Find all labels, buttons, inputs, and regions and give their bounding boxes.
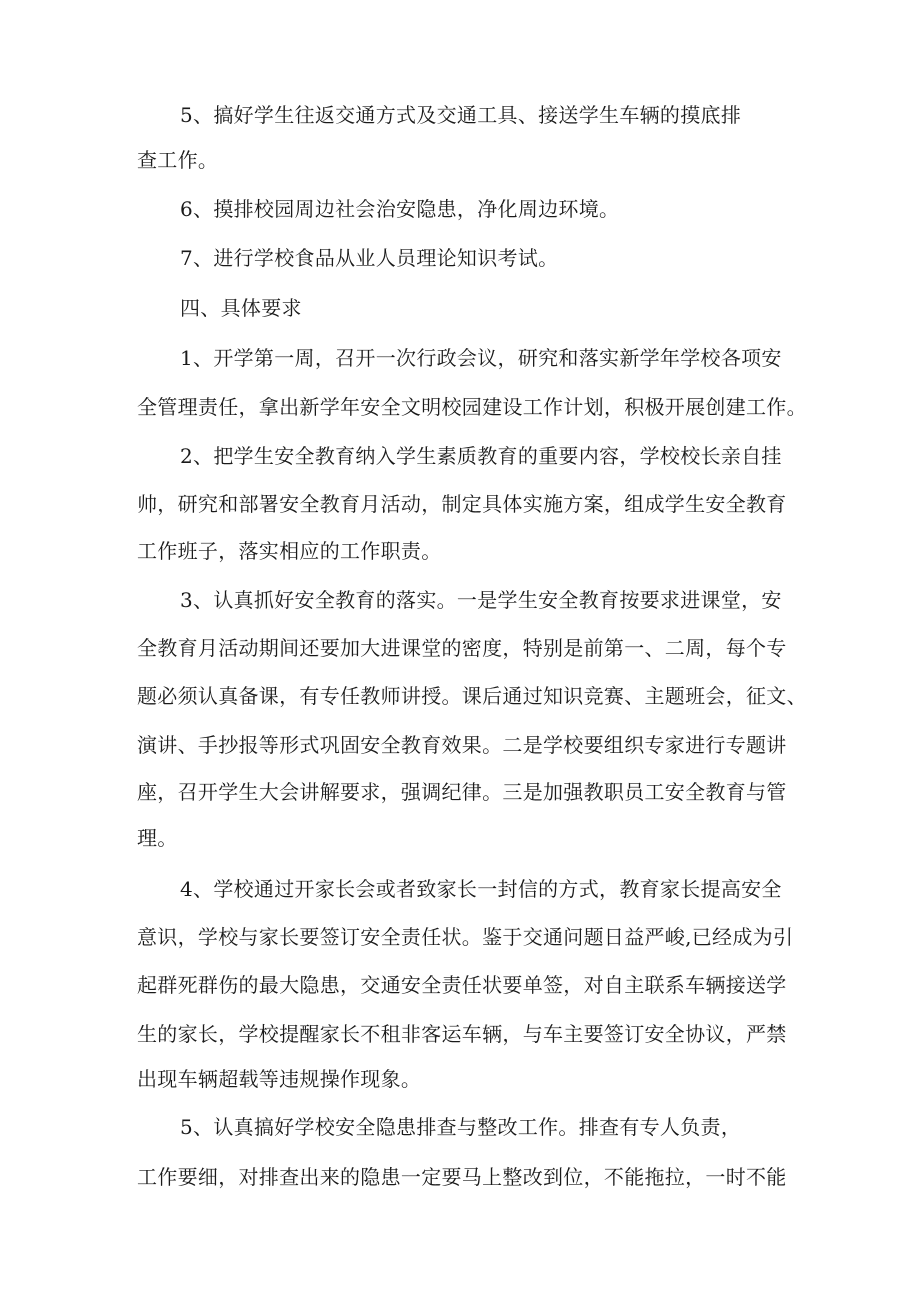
section-heading: 四、具体要求 xyxy=(180,296,302,320)
text-line: 3、认真抓好安全教育的落实。一是学生安全教育按要求进课堂，安 xyxy=(180,588,782,612)
text-line: 7、进行学校食品从业人员理论知识考试。 xyxy=(180,246,559,270)
text-line: 6、摸排校园周边社会治安隐患，净化周边环境。 xyxy=(180,197,620,221)
text-line: 5、搞好学生往返交通方式及交通工具、接送学生车辆的摸底排 xyxy=(180,103,742,127)
text-line: 1、开学第一周，召开一次行政会议，研究和落实新学年学校各项安 xyxy=(180,346,782,370)
text-line: 4、学校通过开家长会或者致家长一封信的方式，教育家长提高安全 xyxy=(180,877,782,901)
text-line: 帅，研究和部署安全教育月活动，制定具体实施方案，组成学生安全教育 xyxy=(137,492,787,516)
text-line: 出现车辆超载等违规操作现象。 xyxy=(137,1067,422,1091)
text-line: 演讲、手抄报等形式巩固安全教育效果。二是学校要组织专家进行专题讲 xyxy=(137,733,787,757)
text-line: 理。 xyxy=(137,826,178,850)
text-line: 意识，学校与家长要签订安全责任状。鉴于交通问题日益严峻,已经成为引 xyxy=(137,925,794,949)
text-line: 题必须认真备课，有专任教师讲授。课后通过知识竞赛、主题班会，征文、 xyxy=(137,684,807,708)
text-line: 工作要细，对排查出来的隐患一定要马上整改到位，不能拖拉，一时不能 xyxy=(137,1165,787,1189)
text-line: 2、把学生安全教育纳入学生素质教育的重要内容，学校校长亲自挂 xyxy=(180,444,782,468)
text-line: 查工作。 xyxy=(137,148,219,172)
text-line: 全教育月活动期间还要加大进课堂的密度，特别是前第一、二周，每个专 xyxy=(137,636,787,660)
text-line: 起群死群伤的最大隐患，交通安全责任状要单签，对自主联系车辆接送学 xyxy=(137,973,787,997)
text-line: 工作班子，落实相应的工作职责。 xyxy=(137,539,442,563)
text-line: 全管理责任，拿出新学年安全文明校园建设工作计划，积极开展创建工作。 xyxy=(137,395,807,419)
text-line: 生的家长，学校提醒家长不租非客运车辆，与车主要签订安全协议，严禁 xyxy=(137,1022,787,1046)
text-line: 5、认真搞好学校安全隐患排查与整改工作。排查有专人负责， xyxy=(180,1115,742,1139)
text-line: 座，召开学生大会讲解要求，强调纪律。三是加强教职员工安全教育与管 xyxy=(137,780,787,804)
